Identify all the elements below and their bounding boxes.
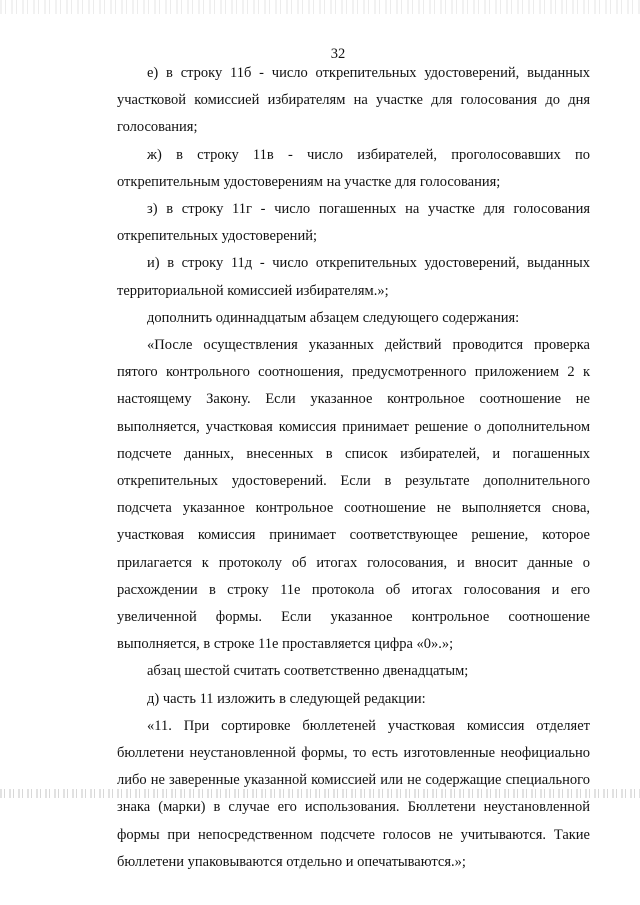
paragraph-item-zh: ж) в строку 11в - число избирателей, проголосовавших по открепительным удостоверениям на участке для голосования; (117, 146, 590, 190)
paragraph-add-eleventh: дополнить одиннадцатым абзацем следующего содержания: (147, 309, 520, 326)
scan-noise-top (0, 0, 640, 14)
paragraph-quote-control-ratio: «После осуществления указанных действий проводится проверка пятого контрольного соотношения, предусмотренного приложением 2 к настоящему Закону. Если указанное контрольное соотношение не выполняется, участковая комиссия принимает решение о дополнительном подсчете данных, внесенных в список избирателей, и погашенных открепительных удостоверений. Если в результате дополнительного подсчета указанное контрольное соотношение не выполняется снова, участковая комиссия принимает соответствующее решение, которое прилагается к протоколу об итогах голосования, и вносит данные о расхождении в строку 11е протокола об итогах голосования и его увеличенной формы. Если указанное контрольное соотношение выполняется, в строке 11е проставляется цифра «0».»; (117, 337, 590, 653)
paragraph-item-z: з) в строку 11г - число погашенных на участке для голосования открепительных удостоверений; (117, 201, 590, 245)
paragraph-item-i: и) в строку 11д - число открепительных удостоверений, выданных территориальной комиссией избирателям.»; (117, 255, 590, 299)
page-number: 32 (330, 46, 346, 62)
paragraph-item-e: е) в строку 11б - число открепительных удостоверений, выданных участковой комиссией избирателям на участке для голосования до дня голосования; (117, 65, 590, 136)
document-body (117, 60, 590, 876)
paragraph-item-d: д) часть 11 изложить в следующей редакции: (147, 690, 426, 707)
paragraph-quote-part-11: «11. При сортировке бюллетеней участковая комиссия отделяет бюллетени неустановленной формы, то есть изготовленные неофициально либо не заверенные указанной комиссией или не содержащие специального знака (марки) в случае его использования. Бюллетени неустановленной формы при непосредственном подсчете голосов не учитываются. Такие бюллетени упаковываются отдельно и опечатываются.»; (117, 717, 590, 870)
paragraph-sixth-to-twelfth: абзац шестой считать соответственно двенадцатым; (147, 663, 469, 680)
